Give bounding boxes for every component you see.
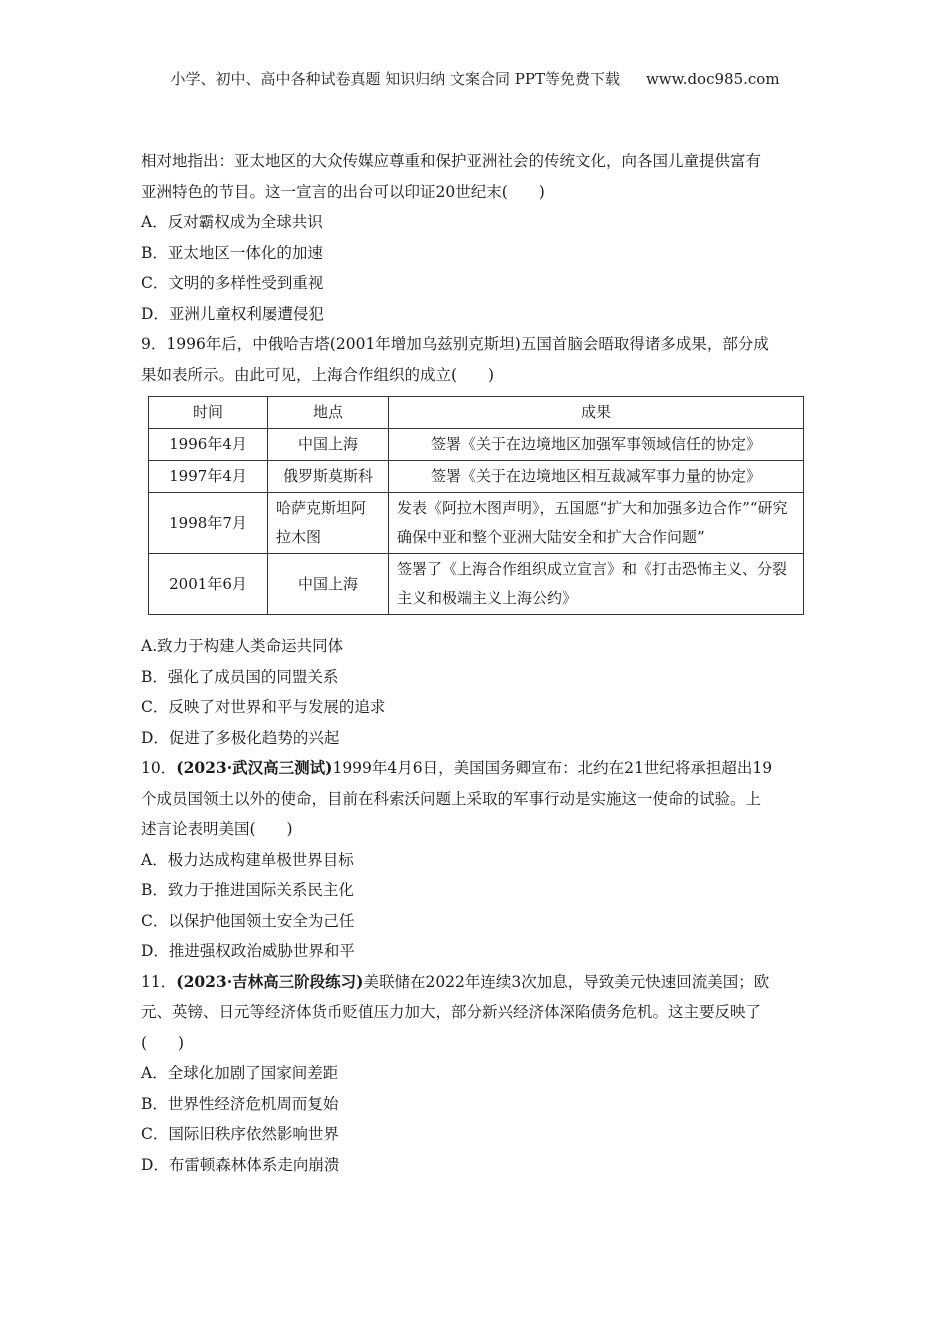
intro-line-2: 亚洲特色的节目。这一宣言的出台可以印证20世纪末( ) — [141, 182, 545, 201]
q11-stem-line-3: ( ) — [141, 1033, 185, 1052]
table-row — [149, 493, 804, 554]
row-place: 俄罗斯莫斯科 — [268, 461, 389, 493]
row-result: 签署《关于在边境地区加强军事领域信任的协定》 — [389, 429, 804, 461]
row-time: 1998年7月 — [149, 493, 268, 554]
q11-stem-text: 美联储在2022年连续3次加息，导致美元快速回流美国；欧 — [363, 972, 770, 991]
q11-option-b: B．世界性经济危机周而复始 — [141, 1094, 339, 1113]
q11-stem-line-1 — [141, 967, 813, 998]
page-header — [0, 68, 950, 89]
q9-stem-line-2: 果如表所示。由此可见，上海合作组织的成立( ) — [141, 365, 495, 384]
table-row — [149, 461, 804, 493]
q11-number: 11． — [141, 972, 177, 991]
q9-option-b: B．强化了成员国的同盟关系 — [141, 667, 339, 686]
q10-stem-line-2: 个成员国领土以外的使命，目前在科索沃问题上采取的军事行动是实施这一使命的试验。上 — [141, 789, 762, 808]
header-result: 成果 — [389, 397, 804, 429]
header-text: 小学、初中、高中各种试卷真题 知识归纳 文案合同 PPT等免费下载 — [170, 70, 620, 88]
q9-option-d: D．促进了多极化趋势的兴起 — [141, 728, 340, 747]
q10-stem-line-1 — [141, 753, 813, 784]
q11-source-tag: (2023·吉林高三阶段练习) — [176, 971, 364, 991]
q10-option-a: A．极力达成构建单极世界目标 — [141, 850, 354, 869]
q8-option-d: D．亚洲儿童权利屡遭侵犯 — [141, 304, 324, 323]
header-time: 时间 — [149, 397, 268, 429]
q10-option-b: B．致力于推进国际关系民主化 — [141, 881, 354, 899]
q11-option-a: A．全球化加剧了国家间差距 — [141, 1064, 339, 1082]
table-row — [149, 554, 804, 615]
row-time: 2001年6月 — [149, 554, 268, 615]
row-place: 中国上海 — [268, 554, 389, 615]
table-row — [149, 429, 804, 461]
intro-line-1: 相对地指出：亚太地区的大众传媒应尊重和保护亚洲社会的传统文化，向各国儿童提供富有 — [141, 152, 762, 170]
q10-source-tag: (2023·武汉高三测试) — [176, 758, 333, 777]
q11-option-c: C．国际旧秩序依然影响世界 — [141, 1125, 339, 1143]
q11-stem-line-2: 元、英镑、日元等经济体货币贬值压力加大，部分新兴经济体深陷债务危机。这主要反映了 — [141, 1003, 762, 1021]
header-place: 地点 — [268, 397, 389, 429]
q9-option-c: C．反映了对世界和平与发展的追求 — [141, 698, 386, 716]
q10-number: 10． — [141, 759, 177, 777]
q9-results-table — [148, 396, 804, 615]
q10-option-c: C．以保护他国领土安全为己任 — [141, 911, 355, 930]
q8-option-c: C．文明的多样性受到重视 — [141, 274, 324, 292]
q10-stem-line-3: 述言论表明美国( ) — [141, 820, 293, 838]
q8-option-b: B．亚太地区一体化的加速 — [141, 243, 323, 262]
q9-option-a: A.致力于构建人类命运共同体 — [141, 637, 344, 655]
table-header-row — [149, 397, 804, 429]
page-content — [141, 146, 813, 1180]
row-result: 签署《关于在边境地区相互裁减军事力量的协定》 — [389, 461, 804, 493]
q10-stem-text: 1999年4月6日，美国国务卿宣布：北约在21世纪将承担超出19 — [332, 759, 773, 777]
row-time: 1997年4月 — [149, 461, 268, 493]
row-place: 中国上海 — [268, 429, 389, 461]
q8-option-a: A．反对霸权成为全球共识 — [141, 213, 323, 231]
row-place: 哈萨克斯坦阿拉木图 — [268, 493, 389, 554]
header-site-link[interactable]: www.doc985.com — [645, 70, 780, 88]
q10-option-d: D．推进强权政治威胁世界和平 — [141, 942, 355, 960]
row-result: 发表《阿拉木图声明》，五国愿“扩大和加强多边合作”“研究确保中亚和整个亚洲大陆安全和扩大合作问题” — [389, 493, 804, 554]
row-time: 1996年4月 — [149, 429, 268, 461]
q9-stem-line-1: 9．1996年后，中俄哈吉塔(2001年增加乌兹别克斯坦)五国首脑会晤取得诸多成果，部分成 — [141, 335, 769, 353]
q11-option-d: D．布雷顿森林体系走向崩溃 — [141, 1155, 340, 1174]
row-result: 签署了《上海合作组织成立宣言》和《打击恐怖主义、分裂主义和极端主义上海公约》 — [389, 554, 804, 615]
